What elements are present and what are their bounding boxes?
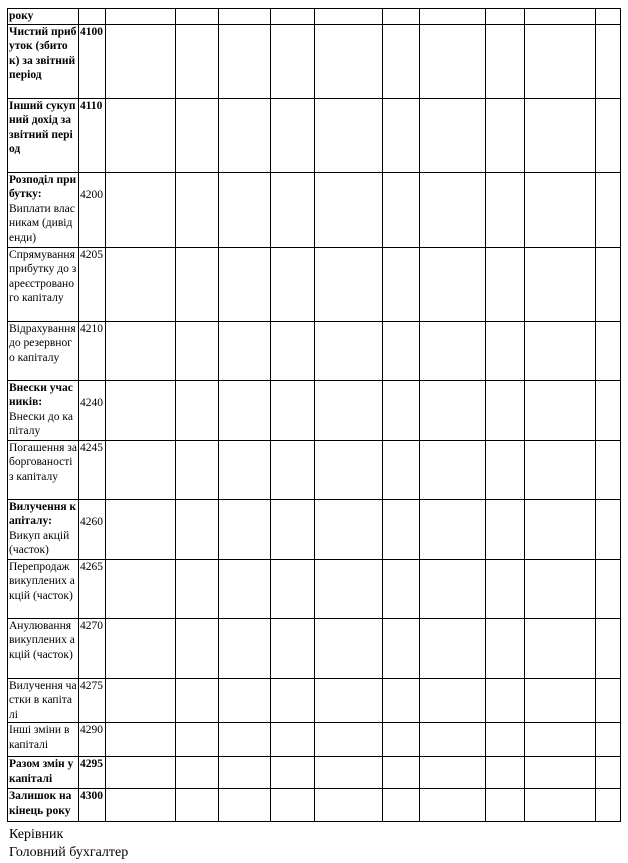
value-cell [525, 559, 596, 618]
value-cell [219, 789, 271, 822]
row-code-cell: 4240 [79, 380, 106, 440]
row-label-text: Анулювання викуплених акцій (часток) [9, 619, 75, 661]
value-cell [315, 789, 383, 822]
value-cell [106, 247, 176, 321]
value-cell [420, 678, 486, 723]
row-code-cell: 4290 [79, 723, 106, 757]
value-cell [219, 9, 271, 25]
value-cell [420, 380, 486, 440]
value-cell [486, 24, 525, 98]
row-label-cell [8, 618, 79, 678]
row-label-cell [8, 321, 79, 380]
value-cell [486, 380, 525, 440]
row-code-cell: 4265 [79, 559, 106, 618]
row-label-text: Внески до капіталу [9, 410, 73, 438]
value-cell [176, 789, 219, 822]
row-label-text: Виплати власникам (дивіденди) [9, 202, 75, 244]
row-label-text: Викуп акцій (часток) [9, 529, 70, 557]
row-label-cell [8, 678, 79, 723]
value-cell [383, 757, 420, 789]
row-label-cell [8, 247, 79, 321]
value-cell [106, 499, 176, 559]
table-row [8, 618, 621, 678]
table-row [8, 559, 621, 618]
value-cell [315, 380, 383, 440]
value-cell [271, 678, 315, 723]
value-cell [486, 618, 525, 678]
value-cell [271, 321, 315, 380]
row-code-cell: 4260 [79, 499, 106, 559]
director-signature-label: Керівник [9, 827, 64, 842]
value-cell [219, 440, 271, 499]
value-cell [176, 172, 219, 247]
value-cell [176, 440, 219, 499]
value-cell [525, 247, 596, 321]
value-cell [420, 723, 486, 757]
row-label-text: Разом змін у капіталі [9, 758, 74, 785]
value-cell [383, 440, 420, 499]
value-cell [486, 723, 525, 757]
value-cell [486, 321, 525, 380]
value-cell [176, 24, 219, 98]
value-cell [420, 247, 486, 321]
value-cell [525, 723, 596, 757]
value-cell [486, 789, 525, 822]
value-cell [315, 247, 383, 321]
value-cell [486, 559, 525, 618]
value-cell [271, 789, 315, 822]
row-label-cell [8, 559, 79, 618]
value-cell [219, 678, 271, 723]
table-row [8, 789, 621, 822]
value-cell [219, 24, 271, 98]
row-code-cell: 4205 [79, 247, 106, 321]
row-code-cell: 4200 [79, 172, 106, 247]
row-label-text: Вилучення частки в капіталі [9, 679, 77, 721]
value-cell [315, 321, 383, 380]
value-cell [106, 9, 176, 25]
value-cell [219, 757, 271, 789]
value-cell [315, 723, 383, 757]
row-label-cell [8, 172, 79, 247]
value-cell [383, 24, 420, 98]
value-cell [420, 321, 486, 380]
table-row [8, 723, 621, 757]
value-cell [596, 618, 621, 678]
value-cell [525, 98, 596, 172]
value-cell [383, 380, 420, 440]
table-row [8, 757, 621, 789]
table-row [8, 247, 621, 321]
value-cell [420, 24, 486, 98]
value-cell [271, 24, 315, 98]
value-cell [315, 757, 383, 789]
value-cell [219, 618, 271, 678]
value-cell [420, 9, 486, 25]
row-label-text: Інший сукупний дохід за звітний період [9, 99, 76, 156]
value-cell [596, 380, 621, 440]
value-cell [176, 98, 219, 172]
table-row [8, 321, 621, 380]
value-cell [315, 172, 383, 247]
value-cell [176, 380, 219, 440]
row-code-cell: 4270 [79, 618, 106, 678]
value-cell [106, 559, 176, 618]
value-cell [176, 9, 219, 25]
value-cell [420, 757, 486, 789]
row-code-cell: 4245 [79, 440, 106, 499]
row-label-cell [8, 499, 79, 559]
value-cell [596, 24, 621, 98]
value-cell [315, 678, 383, 723]
value-cell [219, 559, 271, 618]
value-cell [271, 247, 315, 321]
table-row [8, 172, 621, 247]
value-cell [315, 98, 383, 172]
value-cell [383, 172, 420, 247]
row-label-text: Внески учасників: [9, 381, 73, 409]
value-cell [383, 9, 420, 25]
value-cell [486, 9, 525, 25]
table-row [8, 380, 621, 440]
value-cell [106, 723, 176, 757]
row-label-text: Перепродаж викуплених акцій (часток) [9, 560, 75, 602]
value-cell [271, 499, 315, 559]
value-cell [420, 499, 486, 559]
value-cell [525, 757, 596, 789]
value-cell [596, 678, 621, 723]
row-label-cell [8, 723, 79, 757]
equity-changes-table [7, 8, 621, 822]
value-cell [176, 618, 219, 678]
value-cell [315, 559, 383, 618]
value-cell [271, 9, 315, 25]
value-cell [383, 618, 420, 678]
row-label-cell [8, 440, 79, 499]
table-row [8, 24, 621, 98]
value-cell [596, 789, 621, 822]
value-cell [315, 499, 383, 559]
value-cell [420, 789, 486, 822]
value-cell [219, 98, 271, 172]
row-code-cell [79, 9, 106, 25]
value-cell [315, 24, 383, 98]
value-cell [106, 321, 176, 380]
value-cell [106, 618, 176, 678]
row-label-text: Вилучення капіталу: [9, 500, 77, 528]
value-cell [486, 757, 525, 789]
value-cell [420, 172, 486, 247]
value-cell [106, 678, 176, 723]
value-cell [486, 98, 525, 172]
value-cell [525, 678, 596, 723]
row-label-text: Відрахування до резервного капіталу [9, 322, 76, 364]
value-cell [383, 321, 420, 380]
row-label-text: Спрямування прибутку до зареєстрованого капіталу [9, 248, 77, 305]
table-row [8, 9, 621, 25]
value-cell [219, 499, 271, 559]
value-cell [315, 618, 383, 678]
table-row [8, 440, 621, 499]
value-cell [219, 247, 271, 321]
value-cell [525, 380, 596, 440]
chief-accountant-signature-label: Головний бухгалтер [9, 845, 129, 860]
row-code-cell: 4275 [79, 678, 106, 723]
row-label-cell [8, 380, 79, 440]
value-cell [219, 172, 271, 247]
row-code-cell: 4210 [79, 321, 106, 380]
value-cell [596, 321, 621, 380]
value-cell [596, 559, 621, 618]
value-cell [219, 380, 271, 440]
row-label-text: Розподіл прибутку: [9, 173, 77, 201]
value-cell [596, 499, 621, 559]
value-cell [176, 247, 219, 321]
value-cell [383, 789, 420, 822]
row-label-text: Чистий прибуток (збиток) за звітний період [9, 25, 77, 82]
value-cell [271, 723, 315, 757]
value-cell [596, 723, 621, 757]
value-cell [383, 499, 420, 559]
value-cell [219, 321, 271, 380]
value-cell [106, 440, 176, 499]
value-cell [525, 321, 596, 380]
value-cell [486, 440, 525, 499]
value-cell [596, 440, 621, 499]
value-cell [271, 618, 315, 678]
value-cell [176, 678, 219, 723]
value-cell [596, 247, 621, 321]
row-label-cell [8, 789, 79, 822]
value-cell [420, 559, 486, 618]
row-label-text: року [9, 10, 34, 22]
value-cell [176, 499, 219, 559]
value-cell [383, 678, 420, 723]
row-label-text: Погашення заборгованості з капіталу [9, 441, 77, 483]
row-label-cell [8, 9, 79, 25]
value-cell [106, 757, 176, 789]
value-cell [596, 9, 621, 25]
value-cell [219, 723, 271, 757]
row-label-cell [8, 98, 79, 172]
value-cell [420, 618, 486, 678]
value-cell [420, 440, 486, 499]
value-cell [176, 559, 219, 618]
value-cell [271, 440, 315, 499]
value-cell [315, 440, 383, 499]
row-label-text: Інші зміни в капіталі [9, 724, 70, 751]
value-cell [383, 98, 420, 172]
value-cell [271, 757, 315, 789]
value-cell [486, 172, 525, 247]
row-label-cell [8, 24, 79, 98]
value-cell [525, 24, 596, 98]
value-cell [525, 499, 596, 559]
value-cell [271, 559, 315, 618]
value-cell [525, 9, 596, 25]
value-cell [106, 789, 176, 822]
value-cell [420, 98, 486, 172]
value-cell [271, 172, 315, 247]
value-cell [486, 499, 525, 559]
value-cell [106, 98, 176, 172]
value-cell [106, 380, 176, 440]
row-code-cell: 4295 [79, 757, 106, 789]
table-row [8, 499, 621, 559]
row-label-cell [8, 757, 79, 789]
value-cell [315, 9, 383, 25]
row-code-cell: 4300 [79, 789, 106, 822]
value-cell [596, 757, 621, 789]
value-cell [525, 789, 596, 822]
value-cell [176, 723, 219, 757]
value-cell [486, 678, 525, 723]
value-cell [383, 559, 420, 618]
value-cell [525, 440, 596, 499]
row-code-cell: 4110 [79, 98, 106, 172]
value-cell [271, 98, 315, 172]
value-cell [525, 172, 596, 247]
value-cell [271, 380, 315, 440]
value-cell [596, 98, 621, 172]
value-cell [106, 172, 176, 247]
value-cell [176, 321, 219, 380]
value-cell [525, 618, 596, 678]
table-row [8, 98, 621, 172]
value-cell [106, 24, 176, 98]
value-cell [383, 723, 420, 757]
value-cell [176, 757, 219, 789]
value-cell [486, 247, 525, 321]
table-row [8, 678, 621, 723]
value-cell [383, 247, 420, 321]
value-cell [596, 172, 621, 247]
row-label-text: Залишок на кінець року [9, 790, 72, 817]
row-code-cell: 4100 [79, 24, 106, 98]
